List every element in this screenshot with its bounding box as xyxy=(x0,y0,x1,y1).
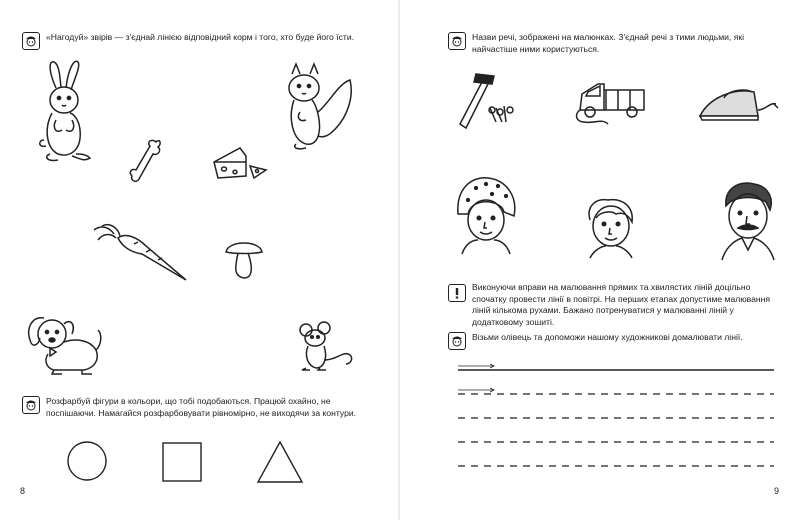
puppy-picture xyxy=(24,310,104,376)
task2-instruction: Візьми олівець та допоможи нашому художникові домалювати лінії. xyxy=(472,332,743,342)
painter-face-icon xyxy=(448,332,466,350)
painter-face-icon xyxy=(22,32,40,50)
carrot-picture xyxy=(90,222,190,284)
rabbit-picture xyxy=(34,58,96,163)
painter-face-icon xyxy=(448,32,466,50)
iron-picture xyxy=(696,82,780,128)
hint-text: Виконуючи вправи на малювання прямих та хвилястих ліній доцільно спочатку провести лінії в повітрі. На перших етапах допустиме малювання ліній кількома рухами. Бажано потренуватися у малюванні ліній у додатковому зошиті. xyxy=(472,282,771,327)
girl-with-headscarf-picture xyxy=(452,174,522,254)
triangle-shape xyxy=(256,440,304,484)
toy-truck-picture xyxy=(574,74,654,130)
task1-instruction: «Нагодуй» звірів — з'єднай лінією відповідний корм і того, хто буде його їсти. xyxy=(46,32,355,42)
cheese-picture xyxy=(210,142,270,182)
task2-instruction: Розфарбуй фігури в кольори, що тобі подобаються. Працюй охайно, не поспішаючи. Намагайся розфарбовувати рівномірно, не виходячи за контури. xyxy=(46,396,357,418)
tracing-lines[interactable] xyxy=(454,362,784,482)
mushroom-picture xyxy=(224,236,264,280)
boy-picture xyxy=(582,196,642,258)
squirrel-picture xyxy=(282,62,354,152)
task1-instruction: Назви речі, зображені на малюнках. З'єднай речі з тими людьми, які найчастіше ними користуються. xyxy=(472,32,745,54)
exclamation-icon xyxy=(448,284,466,302)
painter-face-icon xyxy=(22,396,40,414)
page-number: 9 xyxy=(774,486,780,496)
page-number: 8 xyxy=(20,486,26,496)
square-shape xyxy=(162,442,204,484)
circle-shape xyxy=(66,440,108,482)
hammer-and-nails-picture xyxy=(454,70,524,132)
mouse-picture xyxy=(296,318,356,374)
bone-picture xyxy=(126,136,170,186)
right-page xyxy=(400,0,800,520)
man-with-mustache-picture xyxy=(716,180,780,260)
